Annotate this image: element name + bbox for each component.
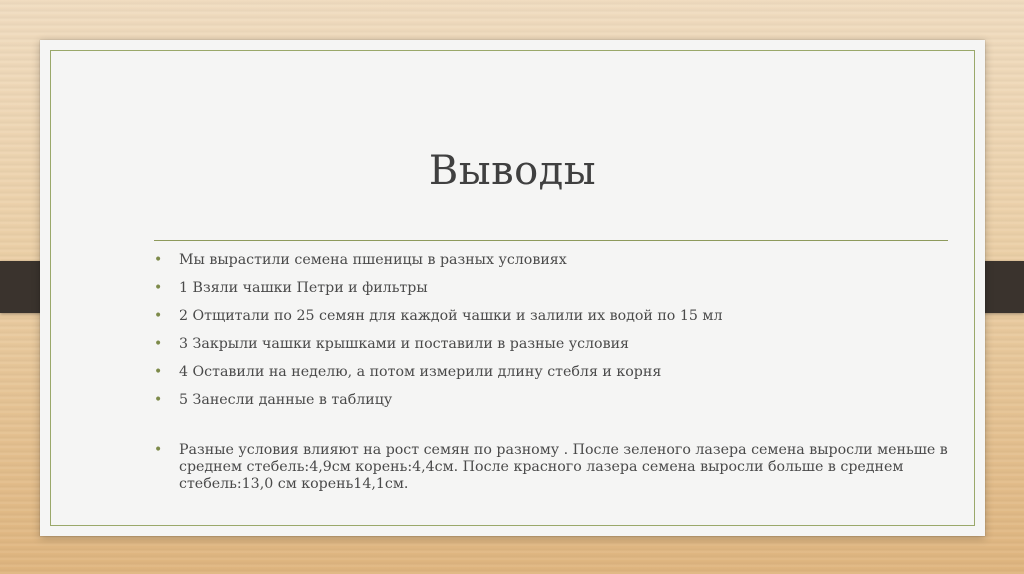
list-item (154, 308, 954, 336)
list-item-text: 3 Закрыли чашки крышками и поставили в разные условия (179, 336, 629, 352)
list-item-text: 2 Отщитали по 25 семян для каждой чашки и залили их водой по 15 мл (179, 308, 723, 324)
bullet-icon: • (154, 336, 163, 352)
list-item (154, 252, 954, 280)
list-item-text: 4 Оставили на неделю, а потом измерили длину стебля и корня (179, 364, 662, 380)
list-item (154, 280, 954, 308)
bullet-icon: • (154, 308, 163, 324)
bullet-icon: • (154, 392, 163, 408)
conclusion-text: Разные условия влияют на рост семян по разному . После зеленого лазера семена выросли меньше в среднем стебель:4,9см корень:4,4см. После красного лазера семена выросли больше в среднем стебель:13,0 см корень14,1см. (179, 442, 948, 492)
bullet-icon: • (154, 252, 163, 268)
title-divider (154, 240, 948, 241)
bullet-icon: • (154, 442, 163, 458)
list-item (154, 336, 954, 364)
slide-card (40, 40, 985, 536)
list-item (154, 392, 954, 420)
list-item (154, 364, 954, 392)
slide-title: Выводы (428, 148, 597, 194)
list-item-text: 5 Занесли данные в таблицу (179, 392, 393, 408)
conclusion-item (154, 442, 954, 493)
list-item-text: Мы вырастили семена пшеницы в разных условиях (179, 252, 567, 268)
bullet-icon: • (154, 280, 163, 296)
bullet-list (154, 252, 954, 493)
list-item-text: 1 Взяли чашки Петри и фильтры (179, 280, 428, 296)
bullet-icon: • (154, 364, 163, 380)
